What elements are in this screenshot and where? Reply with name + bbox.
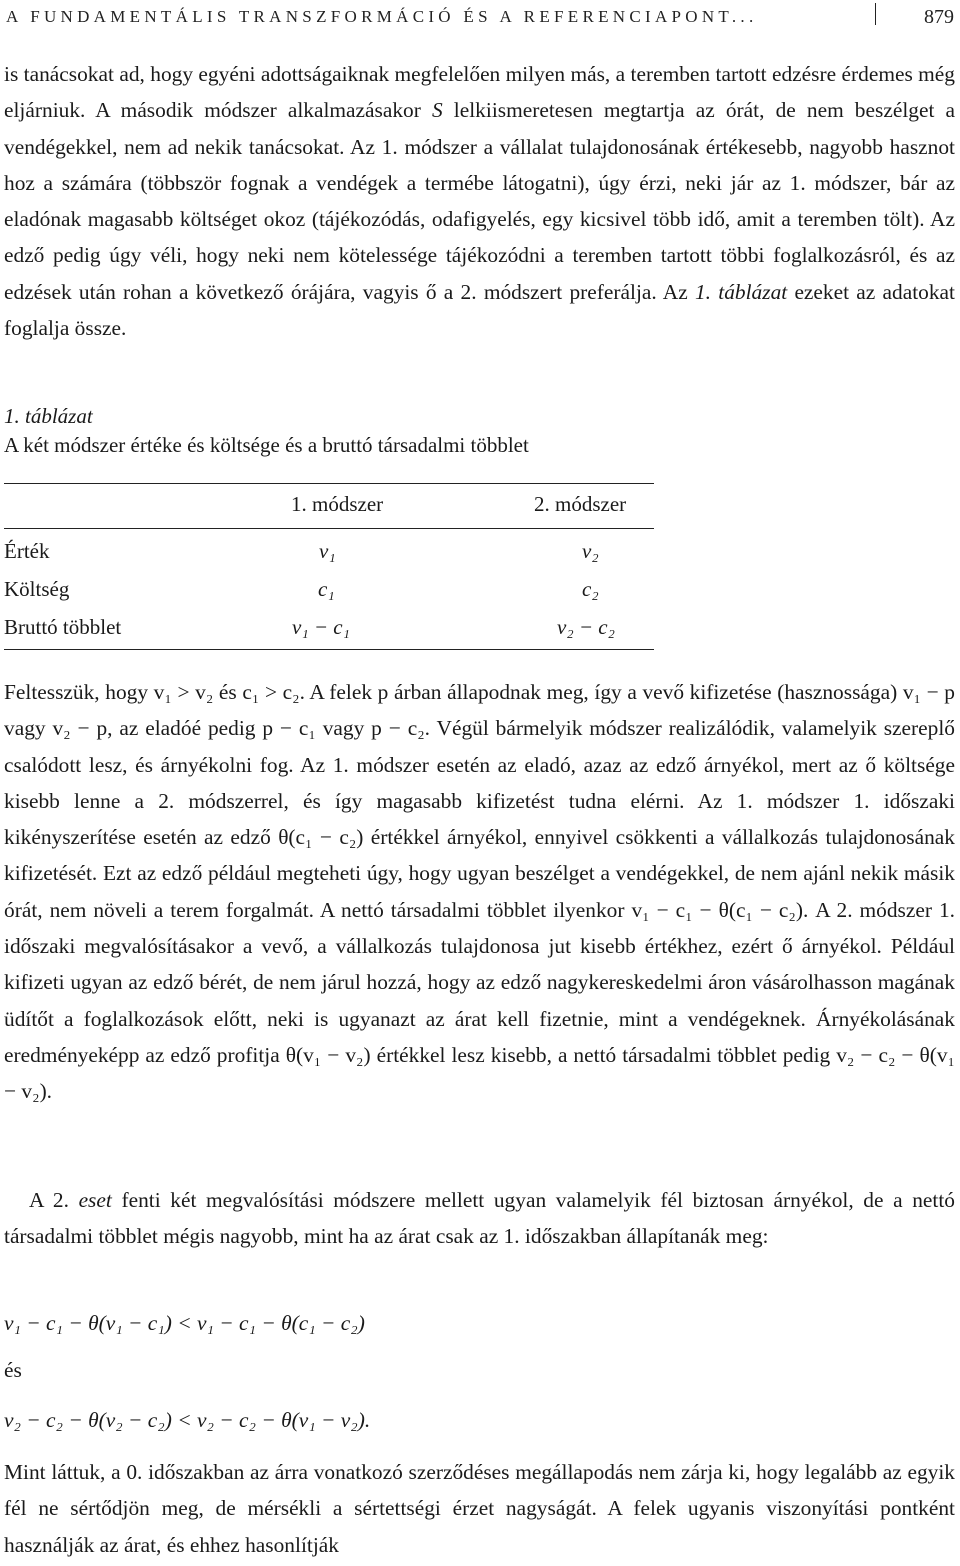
table-bottom-rule [4,649,654,650]
table-top-rule [4,483,654,484]
cell-cost-method-1: c₁ [318,577,335,601]
table-header-rule [4,528,654,529]
cell-surplus-method-2: v₂ − c₂ [557,615,615,639]
paragraph-assumptions: Feltesszük, hogy v₁ > v₂ és c₁ > c₂. A felek p árban állapodnak meg, így a vevő kifizetése (hasznossága) v₁ − p vagy v₂ − p, az eladóé pedig p − c₁ vagy p − c₂. Végül bármelyik módszer realizálódik, valamelyik szereplő csalódott lesz, és árnyékolni fog. Az 1. módszer esetén az eladó, azaz az edző árnyékol, mert az ő költsége kisebb lenne a 2. módszerrel, és így magasabb kifizetést tudna elérni. Az 1. módszer 1. időszaki kikényszerítése esetén az edző θ(c₁ − c₂) értékkel árnyékol, ennyivel csökkenti a vállalkozás tulajdonosának kifizetését. Ezt az edző például megteheti úgy, hogy ugyan beszélget a vendégekkel, de nem ajánl nekik másik órát, nem növeli a terem forgalmát. A nettó társadalmi többlet ilyenkor v₁ − c₁ − θ(c₁ − c₂). A 2. módszer 1. időszaki megvalósításakor a vevő, a vállalkozás tulajdonosa jut kisebb értékhez, ezért ő árnyékol. Például kifizeti ugyan az edző bérét, de nem járul hozzá, hogy az edző nagykereskedelmi áron vásárolhasson magának üdítőt a foglalkozások előtt, neki is ugyanazt az árat kell fizetnie, mint a vendégeknek. Árnyékolásának eredményeképp az edző profitja θ(v₁ − v₂) értékkel lesz kisebb, a nettó társadalmi többlet pedig v₂ − c₂ − θ(v₁ − v₂). [4,680,955,1104]
row-label-gross-surplus: Bruttó többlet [4,615,122,639]
column-header-method-1: 1. módszer [291,492,384,516]
row-label-cost: Költség [4,577,70,601]
connector-word: és [4,1358,22,1382]
cell-value-method-2: v₂ [582,539,599,563]
paragraph-second-case: A 2. eset fenti két megvalósítási módszere mellett ugyan valamelyik fél biztosan árnyékol, de a nettó társadalmi többlet mégis nagyobb, mint ha az árat csak az 1. időszakban állapítanák meg: [4,1188,955,1249]
running-header [6,0,954,34]
inequality-2: v₂ − c₂ − θ(v₂ − c₂) < v₂ − c₂ − θ(v₁ − v₂). [4,1408,371,1432]
inequality-1: v₁ − c₁ − θ(v₁ − c₁) < v₁ − c₁ − θ(c₁ − c₂) [4,1311,365,1335]
paragraph-intro: is tanácsokat ad, hogy egyéni adottságaiknak megfelelően milyen más, a teremben tartott edzésre érdemes még eljárniuk. A második módszer alkalmazásakor S lelkiismeretesen megtartja az órát, de nem beszélget a vendégekkel, nem ad nekik tanácsokat. Az 1. módszer a vállalat tulajdonosának értékesebb, nagyobb hasznot hoz a számára (többször fognak a vendégek a termébe látogatni), úgy érzi, neki jár az 1. módszer, bár az eladónak magasabb költséget okoz (tájékozódás, odafigyelés, egy kicsivel több idő, amit a teremben tölt). Az edző pedig úgy véli, hogy neki nem kötelessége tájékozódni a teremben tartott többi foglalkozásról, és az edzések után rohan a következő órájára, vagyis ő a 2. módszert preferálja. Az 1. táblázat ezeket az adatokat foglalja össze. [4,62,955,341]
table-number: 1. táblázat [4,404,93,428]
row-label-value: Érték [4,539,50,563]
page-number: 879 [924,5,954,28]
cell-cost-method-2: c₂ [582,577,599,601]
column-header-method-2: 2. módszer [534,492,627,516]
cell-surplus-method-1: v₁ − c₁ [292,615,350,639]
running-title: A FUNDAMENTÁLIS TRANSZFORMÁCIÓ ÉS A REFERENCIAPONT... [6,7,758,26]
header-divider [875,3,876,25]
paragraph-conclusion: Mint láttuk, a 0. időszakban az árra vonatkozó szerződéses megállapodás nem zárja ki, hogy legalább az egyik fél ne sértődjön meg, de mérsékli a sértettségi érzet nagyságát. A felek ugyanis viszonyítási pontként használják az árat, és ehhez hasonlítják [4,1460,955,1557]
cell-value-method-1: v₁ [319,539,336,563]
table-title: A két módszer értéke és költsége és a bruttó társadalmi többlet [4,433,529,457]
